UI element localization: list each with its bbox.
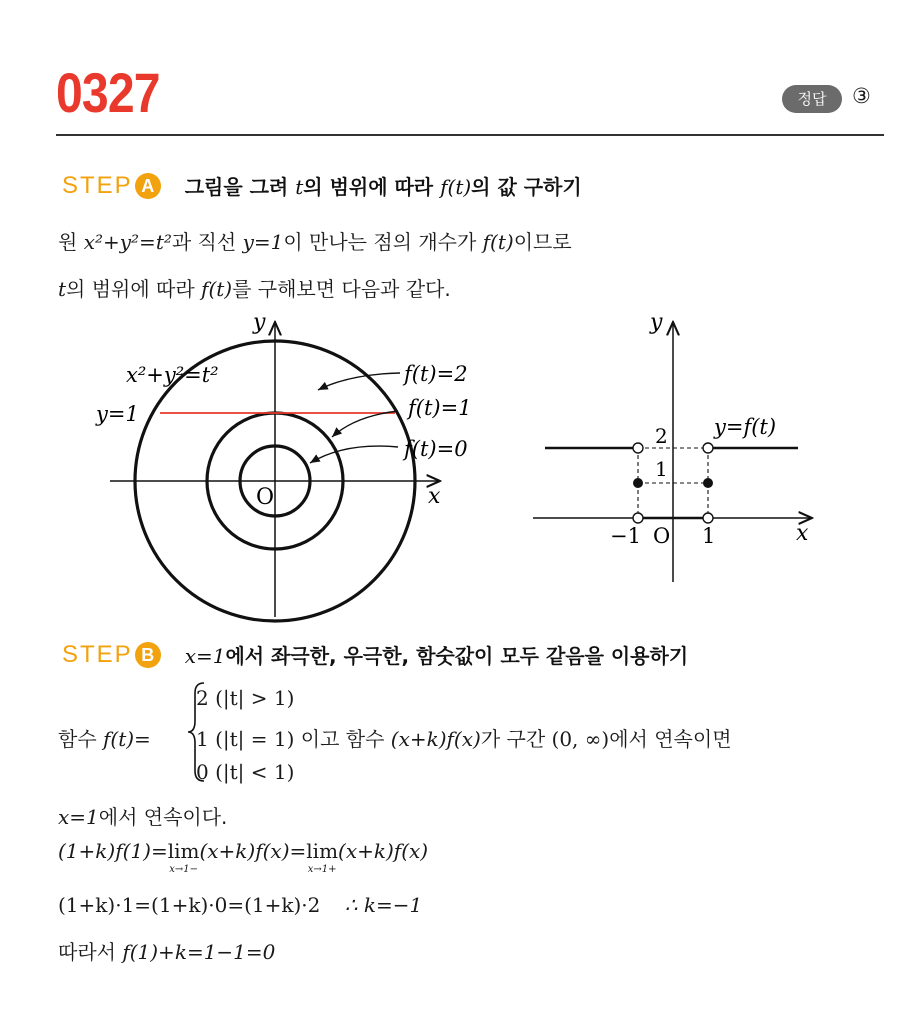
case-row-1: 2 (|t| > 1)	[196, 686, 295, 710]
text-range: 의 범위에 따라	[66, 277, 195, 301]
arrow-outer	[318, 373, 400, 390]
text-circle: 원	[58, 230, 78, 254]
step-b-heading	[62, 640, 688, 669]
text-result: 를 구해보면 다음과 같다.	[232, 277, 451, 301]
step-b-word: STEP	[62, 640, 133, 668]
case-row-2	[196, 723, 732, 752]
step-b-title-text: 에서 좌극한, 우극한, 함숫값이 모두 같음을 이용하기	[225, 644, 689, 668]
eq1-left: (1+k)f(1)=	[58, 839, 168, 863]
step-b-letter-icon: B	[135, 642, 161, 668]
open-point-right-top	[703, 443, 713, 453]
line-label: y=1	[96, 402, 139, 426]
step-a-title-func: f(t)	[440, 175, 472, 199]
step-a-heading	[62, 171, 582, 200]
circles-figure	[0, 300, 906, 630]
arrow-mid	[332, 411, 398, 437]
math-x-equals-1: x=1	[58, 805, 99, 829]
step-b-title-math: x=1	[184, 644, 226, 668]
label-f-equals-1: f(t)=1	[408, 396, 472, 420]
math-line-eq: y=1	[242, 230, 284, 254]
eq2: (1+k)·1=(1+k)·0=(1+k)·2	[58, 893, 321, 917]
func-intro-line	[58, 723, 151, 752]
case-row-3: 0 (|t| < 1)	[196, 760, 295, 784]
lim-word-1: lim	[167, 839, 200, 863]
lim-sub-right: x→1+	[307, 864, 337, 875]
tick-x-minus-1: −1	[610, 524, 641, 548]
lim-sub-left: x→1−	[169, 864, 198, 875]
step-a-title-pre: 그림을 그려	[184, 175, 289, 199]
label-f-equals-0: f(t)=0	[404, 437, 468, 461]
filled-point-right	[703, 478, 713, 488]
case-2-text: 1 (|t| = 1)	[196, 727, 295, 751]
math-t: t	[58, 277, 67, 301]
problem-number: 0327	[56, 61, 160, 124]
step-a-title	[185, 171, 582, 200]
left-origin-label: O	[256, 485, 275, 510]
step-a-line-1	[58, 226, 572, 255]
eq1-right: (x+k)f(x)	[338, 839, 429, 863]
value-equation	[58, 893, 422, 917]
filled-point-left	[633, 478, 643, 488]
left-x-label: x	[428, 484, 441, 509]
text-meets: 이 만나는 점의 개수가	[283, 230, 477, 254]
tick-y-1: 1	[655, 457, 668, 481]
step-b-title	[185, 640, 688, 669]
lim-word-2: lim	[306, 839, 339, 863]
math-func-name: f(t)=	[103, 727, 151, 751]
step-a-title-post: 의 값 구하기	[471, 175, 582, 199]
math-final: f(1)+k=1−1=0	[122, 940, 276, 964]
step-a-line-2	[58, 273, 451, 302]
text-and-function: 이고 함수	[300, 727, 385, 751]
text-continuous: 에서 연속이면	[609, 727, 732, 751]
tick-y-2: 2	[655, 424, 668, 448]
math-f-t-2: f(t)	[201, 277, 233, 301]
step-a-letter-icon: A	[135, 173, 161, 199]
text-function: 함수	[58, 727, 97, 751]
arrow-inner	[310, 446, 398, 463]
graph-label: y=f(t)	[714, 415, 777, 439]
open-point-right-bottom	[703, 513, 713, 523]
step-a-word: STEP	[62, 171, 133, 199]
eq1-mid: (x+k)f(x)=	[199, 839, 307, 863]
left-y-label: y	[253, 310, 266, 335]
text-therefore-final: 따라서	[58, 940, 116, 964]
header-divider	[56, 134, 884, 136]
math-interval: (0, ∞)	[551, 727, 610, 751]
eq2-result: ∴ k=−1	[344, 893, 423, 917]
right-y-label: y	[650, 310, 663, 335]
label-f-equals-2: f(t)=2	[404, 362, 468, 386]
math-circle-eq: x²+y²=t²	[83, 230, 172, 254]
tick-x-1: 1	[702, 524, 716, 548]
final-line	[58, 936, 275, 965]
answer-badge: 정답	[782, 85, 842, 113]
lim-right-limit	[306, 839, 339, 875]
math-f-t: f(t)	[482, 230, 514, 254]
text-is-continuous: 에서 연속이다.	[98, 805, 228, 829]
continuity-line	[58, 801, 227, 830]
math-product: (x+k)f(x)	[390, 727, 481, 751]
limit-equation	[58, 839, 429, 875]
lim-left-limit	[167, 839, 200, 875]
text-and-line: 과 직선	[171, 230, 237, 254]
open-point-left-bottom	[633, 513, 643, 523]
text-therefore: 이므로	[513, 230, 572, 254]
answer-value: ③	[852, 84, 871, 108]
text-interval: 가 구간	[480, 727, 546, 751]
step-a-title-var: t	[295, 175, 304, 199]
step-a-title-mid: 의 범위에 따라	[303, 175, 434, 199]
right-origin-label: O	[653, 524, 671, 548]
right-x-label: x	[796, 521, 809, 546]
circle-eq-label: x²+y²=t²	[126, 363, 219, 387]
open-point-left-top	[633, 443, 643, 453]
